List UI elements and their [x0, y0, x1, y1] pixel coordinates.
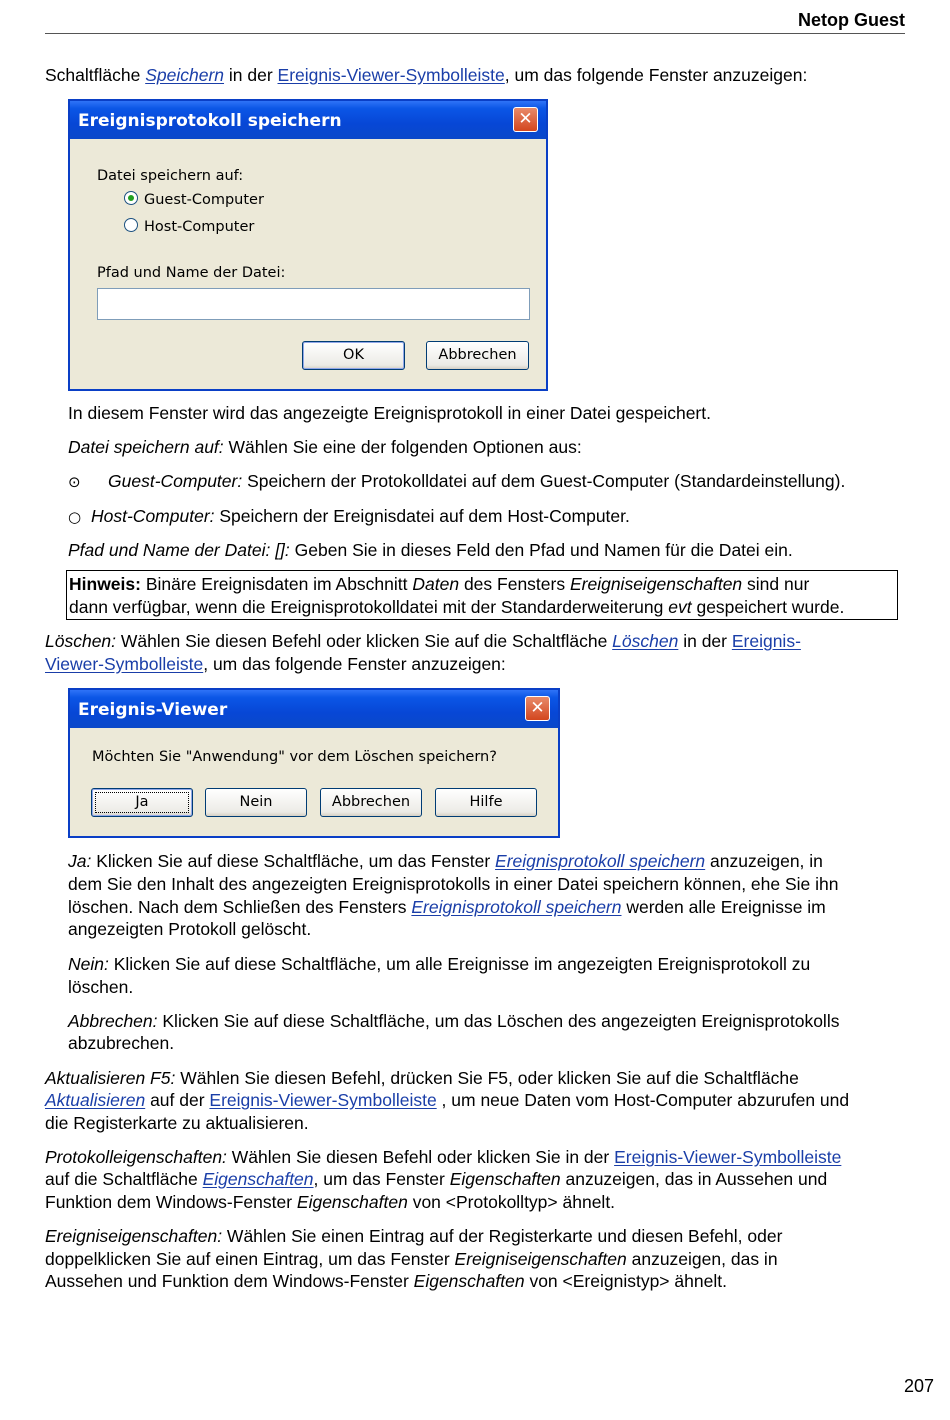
- aktualisieren-line3: die Registerkarte zu aktualisieren.: [45, 1113, 309, 1133]
- aktualisieren-line1: Aktualisieren F5: Wählen Sie diesen Befehl, drücken Sie F5, oder klicken Sie auf die Schaltfläche: [45, 1068, 799, 1088]
- dialog-save-event-log: [68, 99, 548, 391]
- ereigniseig-line2: doppelklicken Sie auf einen Eintrag, um das Fenster Ereigniseigenschaften anzuzeigen, das in: [45, 1249, 778, 1269]
- no-button[interactable]: Nein: [205, 788, 307, 817]
- dialog-title: Ereignisprotokoll speichern: [78, 111, 342, 131]
- ja-line2: dem Sie den Inhalt des angezeigten Ereignisprotokolls in einer Datei speichern können, ehe Sie ihn: [68, 874, 839, 894]
- link-symbolleiste[interactable]: Ereignis-Viewer-Symbolleiste: [277, 65, 505, 85]
- link-loeschen[interactable]: Löschen: [612, 631, 679, 651]
- ok-button[interactable]: OK: [302, 341, 405, 370]
- radio-selected-icon: ⊙: [68, 473, 81, 491]
- link-symbolleiste-4[interactable]: Ereignis-Viewer-Symbolleiste: [614, 1147, 842, 1167]
- link-speichern[interactable]: Speichern: [145, 65, 225, 85]
- protokolleig-line2: auf die Schaltfläche Eigenschaften, um das Fenster Eigenschaften anzuzeigen, das in Aussehen und: [45, 1169, 828, 1189]
- save-to-label: Datei speichern auf:: [97, 168, 244, 184]
- nein-line2: löschen.: [68, 977, 134, 997]
- close-icon[interactable]: ✕: [525, 696, 550, 721]
- ja-line1: Ja: Klicken Sie auf diese Schaltfläche, um das Fenster Ereignisprotokoll speichern anzuzeigen, in: [68, 851, 823, 871]
- link-symbolleiste-2b[interactable]: Viewer-Symbolleiste: [45, 654, 204, 674]
- link-ereignisprotokoll-speichern[interactable]: Ereignisprotokoll speichern: [495, 851, 706, 871]
- saveto-paragraph: Datei speichern auf: Wählen Sie eine der folgenden Optionen aus:: [68, 437, 582, 457]
- radio-host-label: Host-Computer: [144, 219, 255, 235]
- link-symbolleiste-3[interactable]: Ereignis-Viewer-Symbolleiste: [209, 1090, 437, 1110]
- dialog-event-viewer: [68, 688, 560, 838]
- nein-line1: Nein: Klicken Sie auf diese Schaltfläche, um alle Ereignisse im angezeigten Ereignisprotokoll zu: [68, 954, 811, 974]
- link-symbolleiste-2a[interactable]: Ereignis-: [731, 631, 801, 651]
- radio-host-computer[interactable]: [124, 218, 138, 232]
- loeschen-paragraph-line1: Löschen: Wählen Sie diesen Befehl oder klicken Sie auf die Schaltfläche Löschen in der Ereignis-: [45, 631, 801, 651]
- link-aktualisieren[interactable]: Aktualisieren: [45, 1090, 146, 1110]
- host-option-paragraph: Host-Computer: Speichern der Ereignisdatei auf dem Host-Computer.: [91, 506, 630, 526]
- guest-option-paragraph: Guest-Computer: Speichern der Protokolldatei auf dem Guest-Computer (Standardeinstellung).: [108, 471, 846, 491]
- running-header: [45, 8, 905, 34]
- protokolleig-line3: Funktion dem Windows-Fenster Eigenschaften von <Protokolltyp> ähnelt.: [45, 1192, 616, 1212]
- ja-line4: angezeigten Protokoll gelöscht.: [68, 919, 312, 939]
- aktualisieren-line2: Aktualisieren auf der Ereignis-Viewer-Symbolleiste , um neue Daten vom Host-Computer abzurufen und: [45, 1090, 850, 1110]
- link-ereignisprotokoll-speichern-2[interactable]: Ereignisprotokoll speichern: [411, 897, 622, 917]
- cancel-button[interactable]: Abbrechen: [426, 341, 529, 370]
- path-paragraph: Pfad und Name der Datei: []: Geben Sie in dieses Feld den Pfad und Namen für die Datei ein.: [68, 540, 793, 560]
- ereigniseig-line3: Aussehen und Funktion dem Windows-Fenster Eigenschaften von <Ereignistyp> ähnelt.: [45, 1271, 727, 1291]
- radio-empty-icon: ○: [68, 508, 82, 526]
- loeschen-paragraph-line2: Viewer-Symbolleiste, um das folgende Fenster anzuzeigen:: [45, 654, 506, 674]
- path-input[interactable]: [97, 288, 530, 320]
- note-box: [66, 570, 898, 620]
- dialog1-description: In diesem Fenster wird das angezeigte Ereignisprotokoll in einer Datei gespeichert.: [68, 403, 711, 423]
- abbrechen-line1: Abbrechen: Klicken Sie auf diese Schaltfläche, um das Löschen des angezeigten Ereignisprotokolls: [68, 1011, 840, 1031]
- yes-button[interactable]: Ja: [91, 788, 193, 817]
- cancel-button[interactable]: Abbrechen: [320, 788, 422, 817]
- path-label: Pfad und Name der Datei:: [97, 265, 286, 281]
- note-line-1: Hinweis: Binäre Ereignisdaten im Abschnitt Daten des Fensters Ereigniseigenschaften sind nur: [69, 574, 810, 594]
- close-icon[interactable]: ✕: [513, 107, 538, 132]
- page-number: 207: [903, 1376, 934, 1396]
- header-title: Netop Guest: [797, 10, 905, 30]
- radio-guest-label: Guest-Computer: [144, 192, 264, 208]
- note-line-2: dann verfügbar, wenn die Ereignisprotokolldatei mit der Standarderweiterung evt gespeichert wurde.: [69, 597, 845, 617]
- protokolleig-line1: Protokolleigenschaften: Wählen Sie diesen Befehl oder klicken Sie in der Ereignis-Viewer-Symbolleiste: [45, 1147, 842, 1167]
- ereigniseig-line1: Ereigniseigenschaften: Wählen Sie einen Eintrag auf der Registerkarte und diesen Befehl, oder: [45, 1226, 783, 1246]
- dialog2-title: Ereignis-Viewer: [78, 700, 228, 720]
- help-button[interactable]: Hilfe: [435, 788, 537, 817]
- intro-paragraph: Schaltfläche Speichern in der Ereignis-Viewer-Symbolleiste, um das folgende Fenster anzuzeigen:: [45, 65, 808, 85]
- ja-line3: löschen. Nach dem Schließen des Fensters Ereignisprotokoll speichern werden alle Ereignisse im: [68, 897, 826, 917]
- dialog2-message: Möchten Sie "Anwendung" vor dem Löschen speichern?: [92, 749, 497, 765]
- dialog-title-bar: [70, 101, 546, 139]
- radio-guest-computer[interactable]: [124, 191, 138, 205]
- link-eigenschaften[interactable]: Eigenschaften: [202, 1169, 314, 1189]
- dialog2-title-bar: [70, 690, 558, 728]
- abbrechen-line2: abzubrechen.: [68, 1033, 175, 1053]
